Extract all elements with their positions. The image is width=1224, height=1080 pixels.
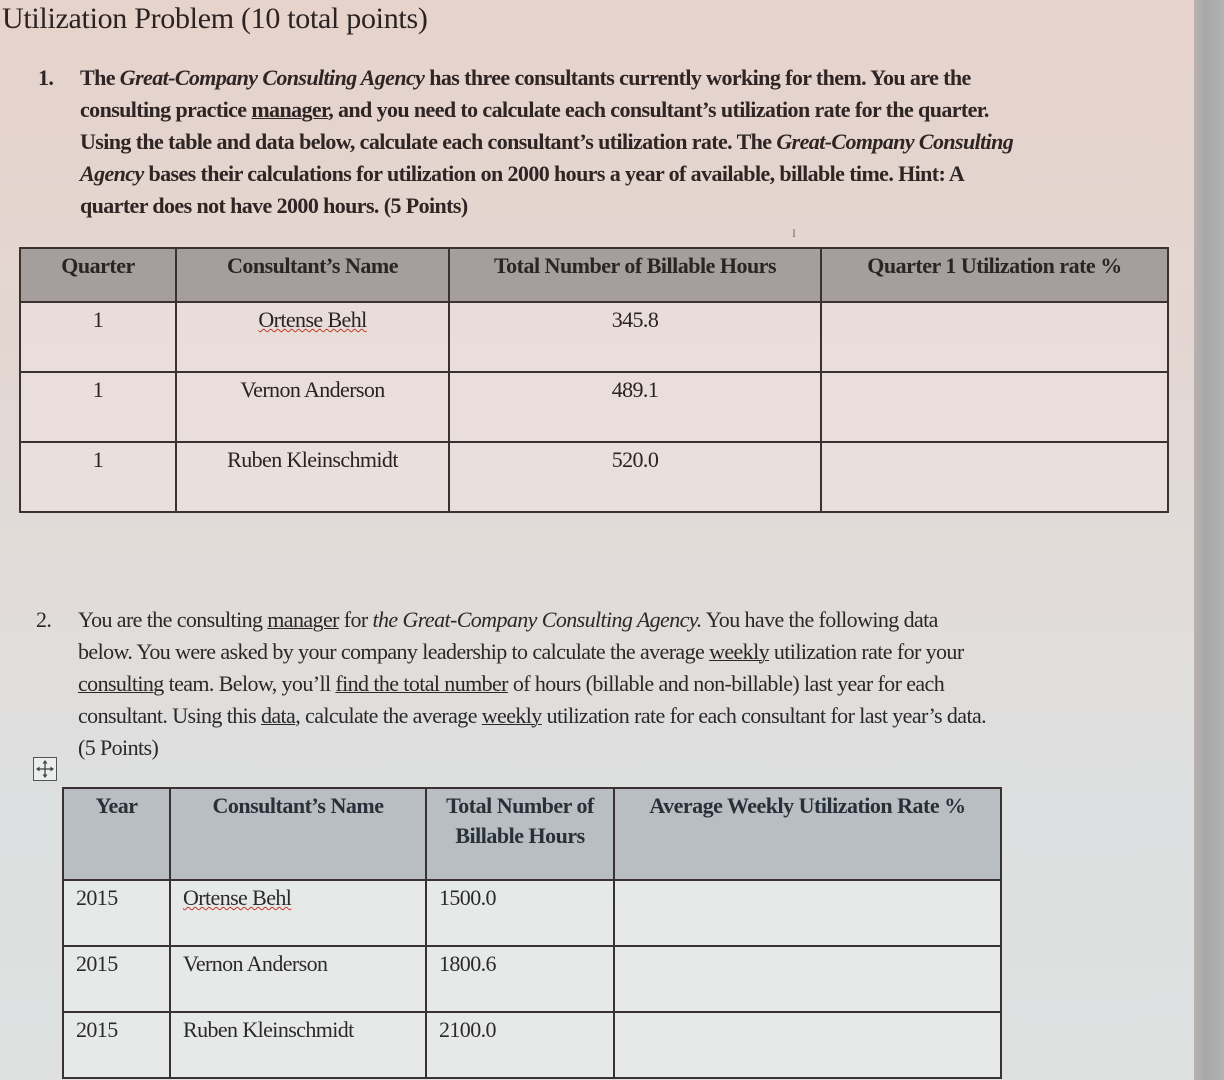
cell-rate[interactable] xyxy=(614,1012,1001,1078)
table-row xyxy=(63,880,1001,946)
table-row xyxy=(63,946,1001,1012)
text-segment: manager xyxy=(251,97,329,122)
cell-hours[interactable]: 520.0 xyxy=(449,442,821,512)
cell-rate[interactable] xyxy=(614,946,1001,1012)
text-segment: You are the consulting xyxy=(78,607,268,632)
text-segment: has three consultants currently working for them. You are the consulting practice xyxy=(80,65,971,122)
text-segment: data xyxy=(260,703,296,728)
text-segment: consulting xyxy=(78,671,164,696)
header-consultant-name: Consultant’s Name xyxy=(176,248,449,302)
company-name: Great-Company Consulting Agency xyxy=(80,129,1014,186)
text-segment: , calculate the average xyxy=(295,703,482,728)
text-segment: You have the following data below. You were asked by your company leadership to calculate the average xyxy=(78,607,938,664)
table-header-row xyxy=(63,788,1001,880)
cell-hours[interactable]: 489.1 xyxy=(449,372,821,442)
text-segment: utilization rate for your xyxy=(769,639,964,664)
cell-rate[interactable] xyxy=(821,302,1168,372)
cell-rate[interactable] xyxy=(821,442,1168,512)
monitor-bezel-edge xyxy=(1194,0,1224,1080)
problem-2 xyxy=(36,604,993,764)
table-row xyxy=(20,302,1168,372)
cell-year[interactable]: 2015 xyxy=(63,946,170,1012)
problem-1-number: 1. xyxy=(38,65,54,90)
consultant-name: Ortense Behl xyxy=(183,885,292,910)
cell-name[interactable]: Vernon Anderson xyxy=(176,372,449,442)
table-move-handle[interactable] xyxy=(33,757,57,781)
cell-hours[interactable]: 1500.0 xyxy=(426,880,614,946)
cell-name[interactable] xyxy=(176,302,449,372)
text-segment: , and you need to calculate each consultant’s utilization rate for the quarter. Using the table and data below, calculate each consultant’s utilization rate. The xyxy=(80,97,989,154)
header-weekly-utilization-rate: Average Weekly Utilization Rate % xyxy=(614,788,1001,880)
cell-name[interactable]: Ruben Kleinschmidt xyxy=(170,1012,426,1078)
weekly-utilization-table xyxy=(62,787,1002,1079)
text-segment: bases their calculations for utilization on 2000 hours a year of available, billable time. Hint: A quarter does not have 2000 hours. (5 Points) xyxy=(80,161,964,218)
text-segment: weekly xyxy=(709,639,769,664)
cell-year[interactable]: 2015 xyxy=(63,880,170,946)
text-segment: manager xyxy=(267,607,339,632)
cell-hours[interactable]: 2100.0 xyxy=(426,1012,614,1078)
problem-2-number: 2. xyxy=(36,607,52,632)
header-utilization-rate: Quarter 1 Utilization rate % xyxy=(821,248,1168,302)
cell-rate[interactable] xyxy=(614,880,1001,946)
text-segment: find the total number xyxy=(335,671,508,696)
move-arrows-icon xyxy=(34,758,56,780)
header-billable-hours: Total Number of Billable Hours xyxy=(449,248,821,302)
table-row xyxy=(20,372,1168,442)
cell-hours[interactable]: 1800.6 xyxy=(426,946,614,1012)
text-segment: weekly xyxy=(481,703,542,728)
header-quarter: Quarter xyxy=(20,248,176,302)
header-year: Year xyxy=(63,788,170,880)
text-segment: utilization rate for each consultant for last year’s data. (5 Points) xyxy=(78,703,987,760)
cell-hours[interactable]: 345.8 xyxy=(449,302,821,372)
cell-rate[interactable] xyxy=(821,372,1168,442)
cell-name[interactable] xyxy=(170,880,426,946)
consultant-name: Ortense Behl xyxy=(258,307,367,332)
table-header-row xyxy=(20,248,1168,302)
table-row xyxy=(63,1012,1001,1078)
quarter-utilization-table xyxy=(19,247,1169,513)
problem-1 xyxy=(38,62,1020,222)
text-segment: for xyxy=(338,607,373,632)
header-consultant-name: Consultant’s Name xyxy=(170,788,426,880)
text-segment: of hours (billable and non-billable) last year for each consultant. Using this xyxy=(78,671,945,728)
page-title: Utilization Problem (10 total points) xyxy=(2,2,428,35)
cell-quarter[interactable]: 1 xyxy=(20,372,176,442)
company-name: the Great-Company Consulting Agency. xyxy=(372,607,702,632)
text-cursor-icon: I xyxy=(792,226,796,240)
company-name: Great-Company Consulting Agency xyxy=(119,65,425,90)
table-row xyxy=(20,442,1168,512)
text-segment: The xyxy=(80,65,120,90)
problem-1-text xyxy=(80,62,1020,222)
header-billable-hours: Total Number of Billable Hours xyxy=(426,788,614,880)
text-segment: team. Below, you’ll xyxy=(163,671,336,696)
cell-year[interactable]: 2015 xyxy=(63,1012,170,1078)
problem-2-text xyxy=(78,604,993,764)
cell-name[interactable]: Ruben Kleinschmidt xyxy=(176,442,449,512)
cell-quarter[interactable]: 1 xyxy=(20,302,176,372)
cell-name[interactable]: Vernon Anderson xyxy=(170,946,426,1012)
cell-quarter[interactable]: 1 xyxy=(20,442,176,512)
